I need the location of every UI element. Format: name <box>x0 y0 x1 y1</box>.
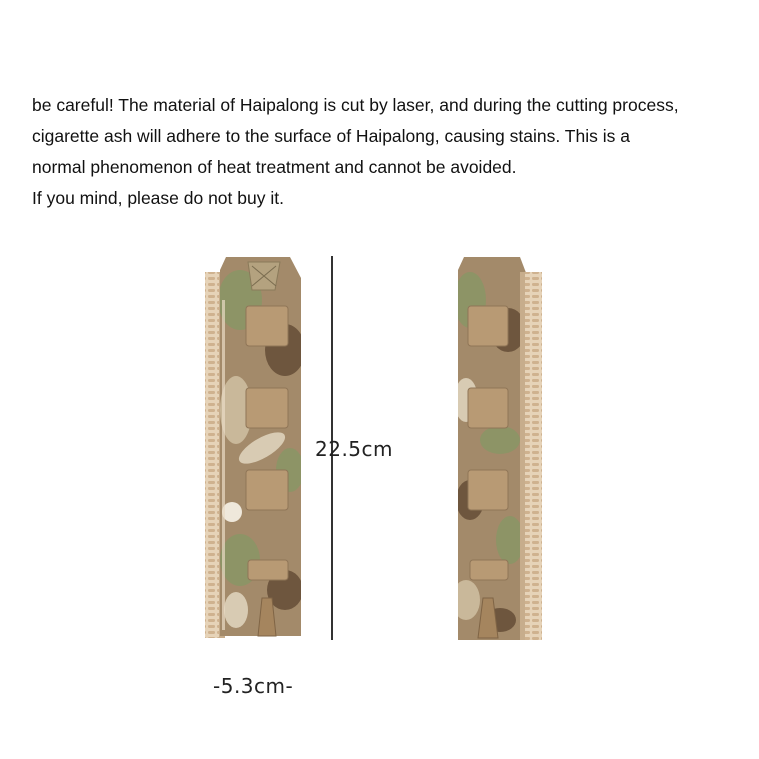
width-measurement-label: -5.3cm- <box>213 674 294 698</box>
notice-line-3: normal phenomenon of heat treatment and cannot be avoided. <box>32 157 517 177</box>
notice-line-2: cigarette ash will adhere to the surface of Haipalong, causing stains. This is a <box>32 126 630 146</box>
right-panel-photo <box>452 255 542 645</box>
height-measurement-label: 22.5cm <box>315 437 394 461</box>
notice-line-4: If you mind, please do not buy it. <box>32 188 284 208</box>
right-zipper <box>525 272 542 640</box>
left-panel-photo <box>205 255 305 645</box>
notice-line-1: be careful! The material of Haipalong is cut by laser, and during the cutting process, <box>32 95 679 115</box>
